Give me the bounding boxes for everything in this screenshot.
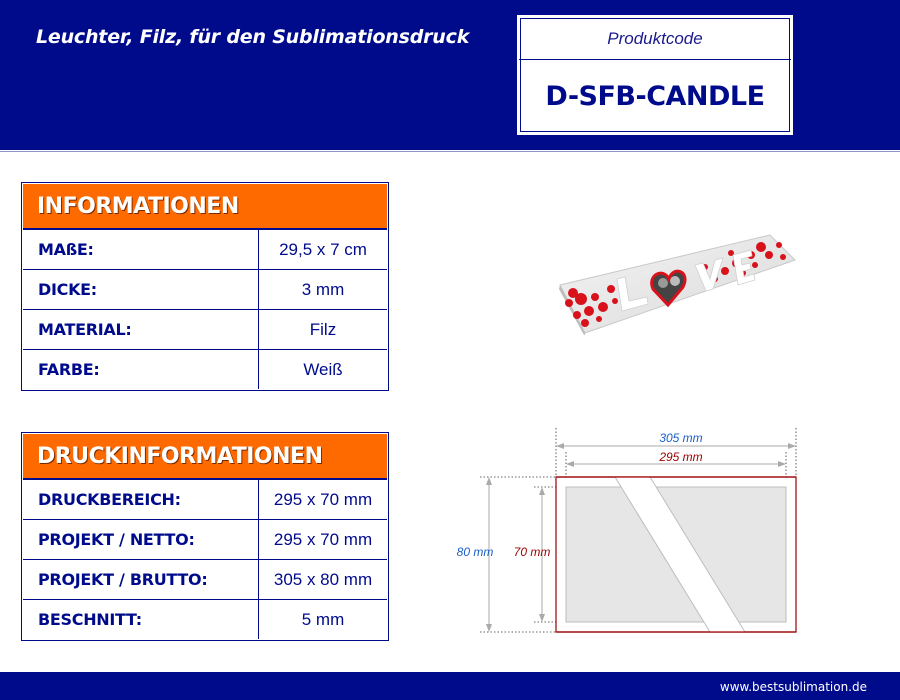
row-value: 29,5 x 7 cm <box>279 240 367 259</box>
table-row <box>23 229 387 269</box>
outer-height-label: 80 mm <box>456 545 494 559</box>
footer-bar <box>0 672 900 700</box>
table-row <box>23 309 387 349</box>
table-row <box>23 519 387 559</box>
row-value: 3 mm <box>301 280 345 299</box>
header-divider-light <box>0 151 900 152</box>
row-key: PROJEKT / NETTO: <box>23 520 259 559</box>
table-row <box>23 599 387 639</box>
row-key: MAßE: <box>23 230 259 269</box>
header-divider <box>0 148 900 150</box>
print-info-table <box>21 432 389 641</box>
row-key: DRUCKBEREICH: <box>23 480 259 519</box>
dimension-diagram <box>440 420 820 650</box>
print-table-heading: DRUCKINFORMATIONEN <box>23 434 387 479</box>
row-value: 295 x 70 mm <box>273 530 373 549</box>
inner-width-label: 295 mm <box>659 450 703 464</box>
page-title: Leuchter, Filz, für den Sublimationsdruck <box>36 26 470 48</box>
row-value: 295 x 70 mm <box>273 490 373 509</box>
info-table-heading: INFORMATIONEN <box>23 184 387 229</box>
footer-url: www.bestsublimation.de <box>719 680 867 694</box>
row-key: MATERIAL: <box>23 310 259 349</box>
row-value: Weiß <box>303 360 343 379</box>
table-row <box>23 479 387 519</box>
row-value: 5 mm <box>301 610 345 629</box>
header-bar <box>0 0 900 148</box>
row-key: FARBE: <box>23 350 259 389</box>
row-value: Filz <box>309 320 337 339</box>
info-table <box>21 182 389 391</box>
table-row <box>23 269 387 309</box>
love-candle-photo-icon <box>555 225 805 335</box>
product-code-box <box>517 15 793 135</box>
row-key: PROJEKT / BRUTTO: <box>23 560 259 599</box>
table-row <box>23 559 387 599</box>
product-code-label: Produktcode <box>519 17 791 60</box>
table-row <box>23 349 387 389</box>
outer-width-label: 305 mm <box>659 431 703 445</box>
row-key: DICKE: <box>23 270 259 309</box>
row-key: BESCHNITT: <box>23 600 259 639</box>
row-value: 305 x 80 mm <box>273 570 373 589</box>
inner-height-label: 70 mm <box>513 545 551 559</box>
product-code-value: D-SFB-CANDLE <box>545 81 765 112</box>
